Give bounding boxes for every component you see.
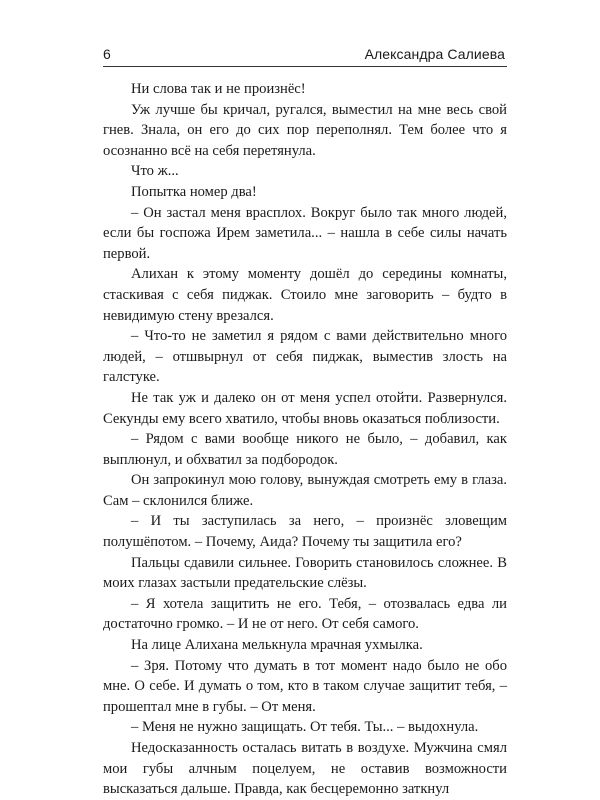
paragraph: Алихан к этому моменту дошёл до середины комнаты, стаскивая с себя пиджак. Стоило мне заговорить – будто в невидимую стену врезался. (103, 266, 507, 324)
paragraph: Ни слова так и не произнёс! (131, 81, 306, 97)
paragraph: На лице Алихана мелькнула мрачная ухмылка. (131, 637, 423, 654)
running-head-author: Александра Салиева (364, 46, 505, 62)
paragraph: – И ты заступилась за него, – произнёс зловещим полушёпотом. – Почему, Аида? Почему ты защитила его? (103, 513, 507, 551)
paragraph: – Рядом с вами вообще никого не было, – добавил, как выплюнул, и обхватил за подбородок. (103, 431, 507, 468)
paragraph: – Что-то не заметил я рядом с вами действительно много людей, – отшвырнул от себя пиджак, выместив злость на галстуке. (103, 328, 507, 386)
page-number: 6 (103, 46, 111, 62)
paragraph: Уж лучше бы кричал, ругался, выместил на мне весь свой гнев. Знала, он его до сих пор переполнял. Тем более что я осознанно всё на себя перетянула. (103, 101, 507, 159)
paragraph: Что ж... (131, 163, 179, 180)
page-header (103, 42, 507, 67)
paragraph: Недосказанность осталась витать в воздухе. Мужчина смял мои губы алчным поцелуем, не оставив возможности высказаться дальше. Правда, как бесцеремонно заткнул (103, 740, 507, 798)
paragraph: Не так уж и далеко он от меня успел отойти. Развернулся. Секунды ему всего хватило, чтобы вновь оказаться поблизости. (103, 389, 507, 427)
paragraph: – Зря. Потому что думать в тот момент надо было не обо мне. О себе. И думать о том, кто в таком случае защитит тебя, – прошептал мне в губы. – От меня. (103, 657, 507, 715)
paragraph: – Он застал меня врасплох. Вокруг было так много людей, если бы госпожа Ирем заметила... – нашла в себе силы начать первой. (103, 204, 507, 262)
body-text (103, 79, 507, 800)
paragraph: Он запрокинул мою голову, вынуждая смотреть ему в глаза. Сам – склонился ближе. (103, 472, 507, 509)
paragraph: – Я хотела защитить не его. Тебя, – отозвалась едва ли достаточно громко. – И не от него. От себя самого. (103, 595, 507, 633)
paragraph: Пальцы сдавили сильнее. Говорить становилось сложнее. В моих глазах застыли предательские слёзы. (103, 554, 507, 592)
paragraph: – Меня не нужно защищать. От тебя. Ты... – выдохнула. (131, 719, 479, 736)
paragraph: Попытка номер два! (131, 183, 257, 200)
